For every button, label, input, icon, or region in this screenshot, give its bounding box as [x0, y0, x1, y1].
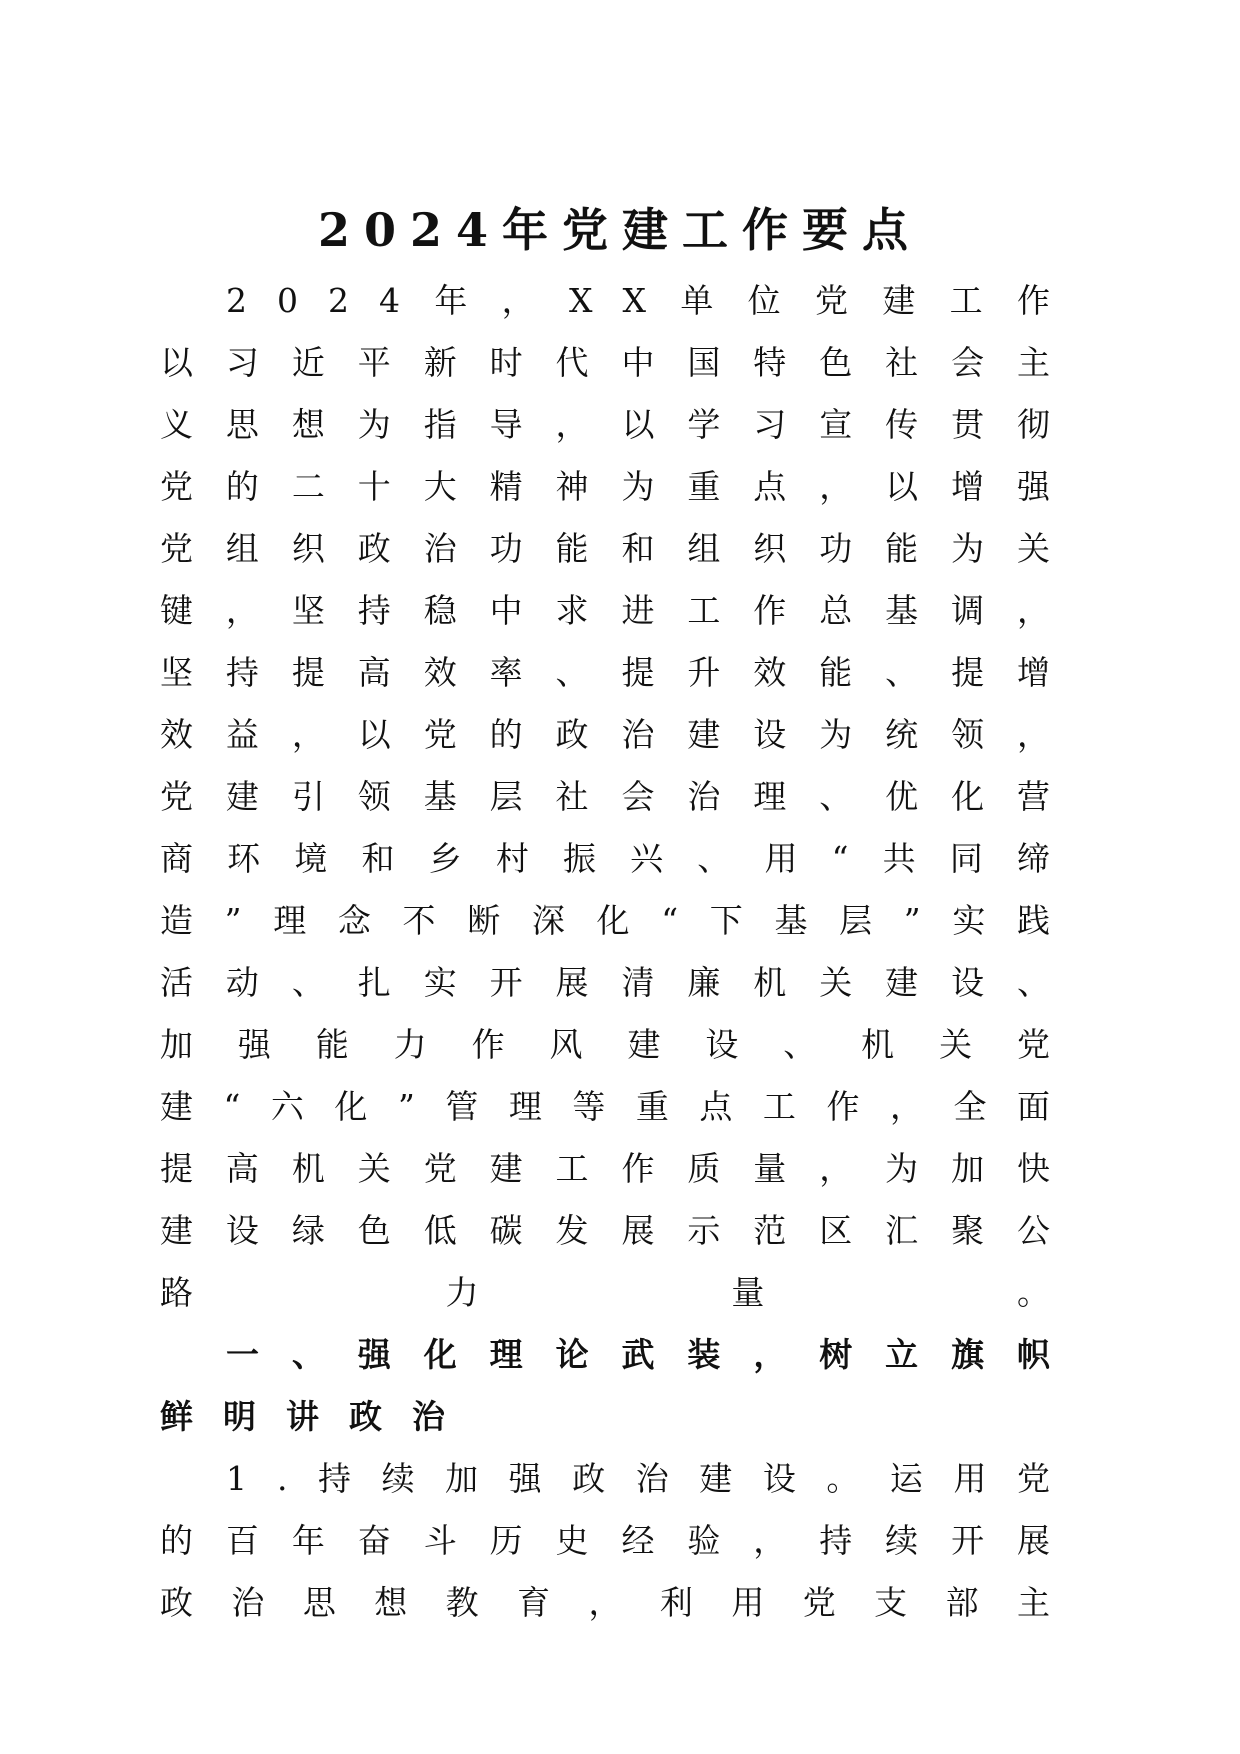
- item-paragraph: 1.持续加强政治建设。运用党的百年奋斗历史经验，持续开展政治思想教育，利用党支部主: [160, 1459, 1080, 1622]
- document-body: [160, 270, 1080, 1634]
- section-heading: 一、强化理论武装，树立旗帜鲜明讲政治: [160, 1335, 1080, 1436]
- document-title: 2024年党建工作要点: [317, 203, 923, 257]
- intro-paragraph: 2024年，XX单位党建工作以习近平新时代中国特色社会主义思想为指导，以学习宣传贯彻党的二十大精神为重点，以增强党组织政治功能和组织功能为关键，坚持稳中求进工作总基调，坚持提高效率、提升效能、提增效益，以党的政治建设为统领，党建引领基层社会治理、优化营商环境和乡村振兴、用“共同缔造”理念不断深化“下基层”实践活动、扎实开展清廉机关建设、加强能力作风建设、机关党建“六化”管理等重点工作，全面提高机关党建工作质量，为加快建设绿色低碳发展示范区汇聚公路力量。: [160, 281, 1080, 1312]
